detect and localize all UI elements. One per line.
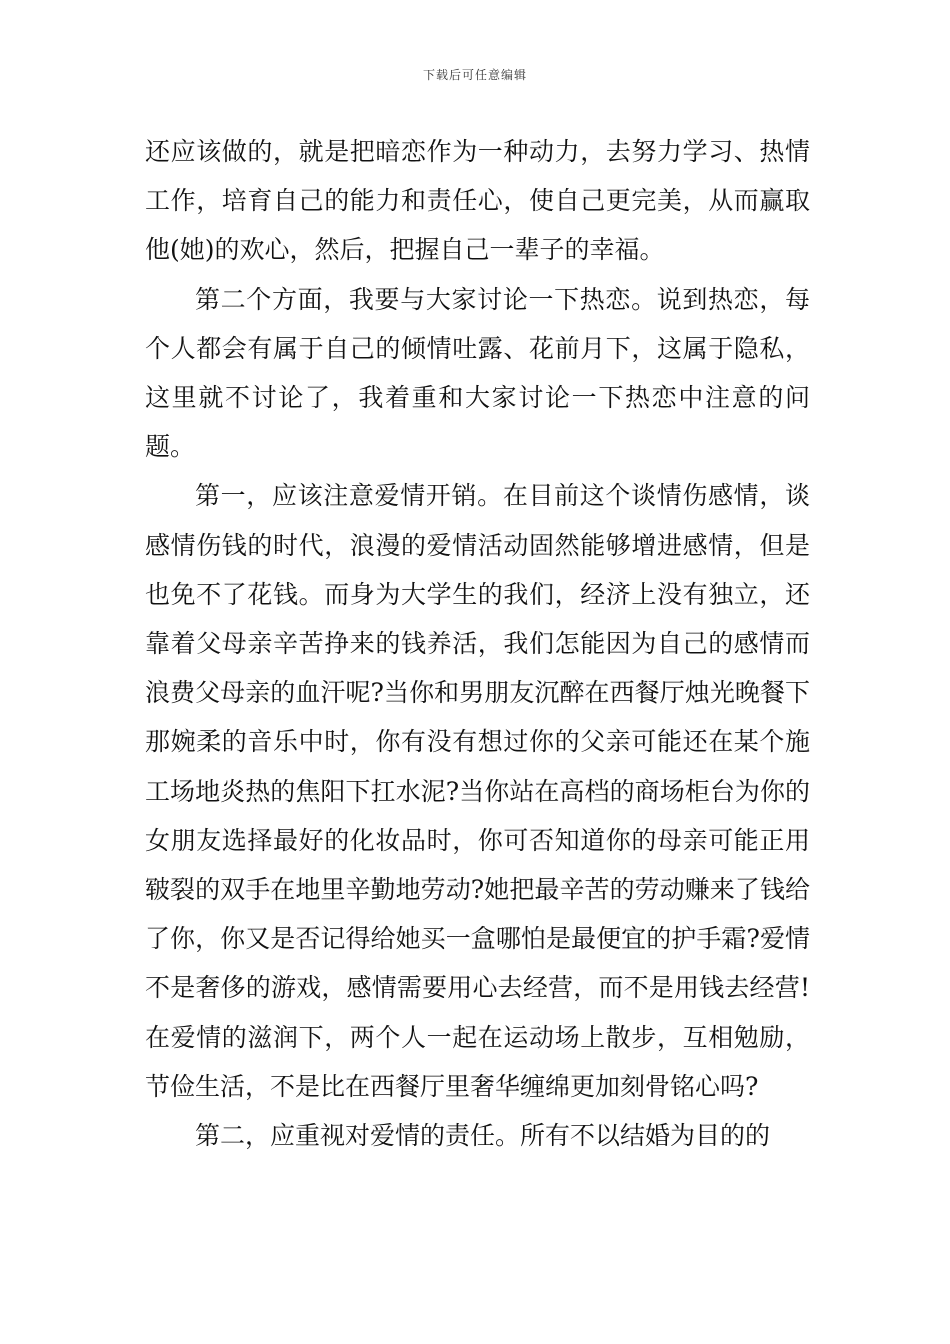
page-header: 下载后可任意编辑 <box>422 68 527 82</box>
paragraph-1: 还应该做的，就是把暗恋作为一种动力，去努力学习、热情工作，培育自己的能力和责任心，使自己更完美，从而赢取他(她)的欢心，然后，把握自己一辈子的幸福。 <box>145 137 810 265</box>
paragraph-4: 第二，应重视对爱情的责任。所有不以结婚为目的的 <box>195 1121 771 1151</box>
paragraph-3: 第一，应该注意爱情开销。在目前这个谈情伤感情，谈感情伤钱的时代，浪漫的爱情活动固然能够增进感情，但是也免不了花钱。而身为大学生的我们，经济上没有独立，还靠着父母亲辛苦挣来的钱养活，我们怎能因为自己的感情而浪费父母亲的血汗呢?当你和男朋友沉醉在西餐厅烛光晚餐下那婉柔的音乐中时，你有没有想过你的父亲可能还在某个施工场地炎热的焦阳下扛水泥?当你站在高档的商场柜台为你的女朋友选择最好的化妆品时，你可否知道你的母亲可能正用皲裂的双手在地里辛勤地劳动?她把最辛苦的劳动赚来了钱给了你，你又是否记得给她买一盒哪怕是最便宜的护手霜?爱情不是奢侈的游戏，感情需要用心去经营，而不是用钱去经营!在爱情的滋润下，两个人一起在运动场上散步，互相勉励，节俭生活，不是比在西餐厅里奢华缠绵更加刻骨铭心吗? <box>145 481 810 1101</box>
body-text <box>145 127 810 1160</box>
paragraph-2: 第二个方面，我要与大家讨论一下热恋。说到热恋，每个人都会有属于自己的倾情吐露、花前月下，这属于隐私，这里就不讨论了，我着重和大家讨论一下热恋中注意的问题。 <box>145 284 810 462</box>
